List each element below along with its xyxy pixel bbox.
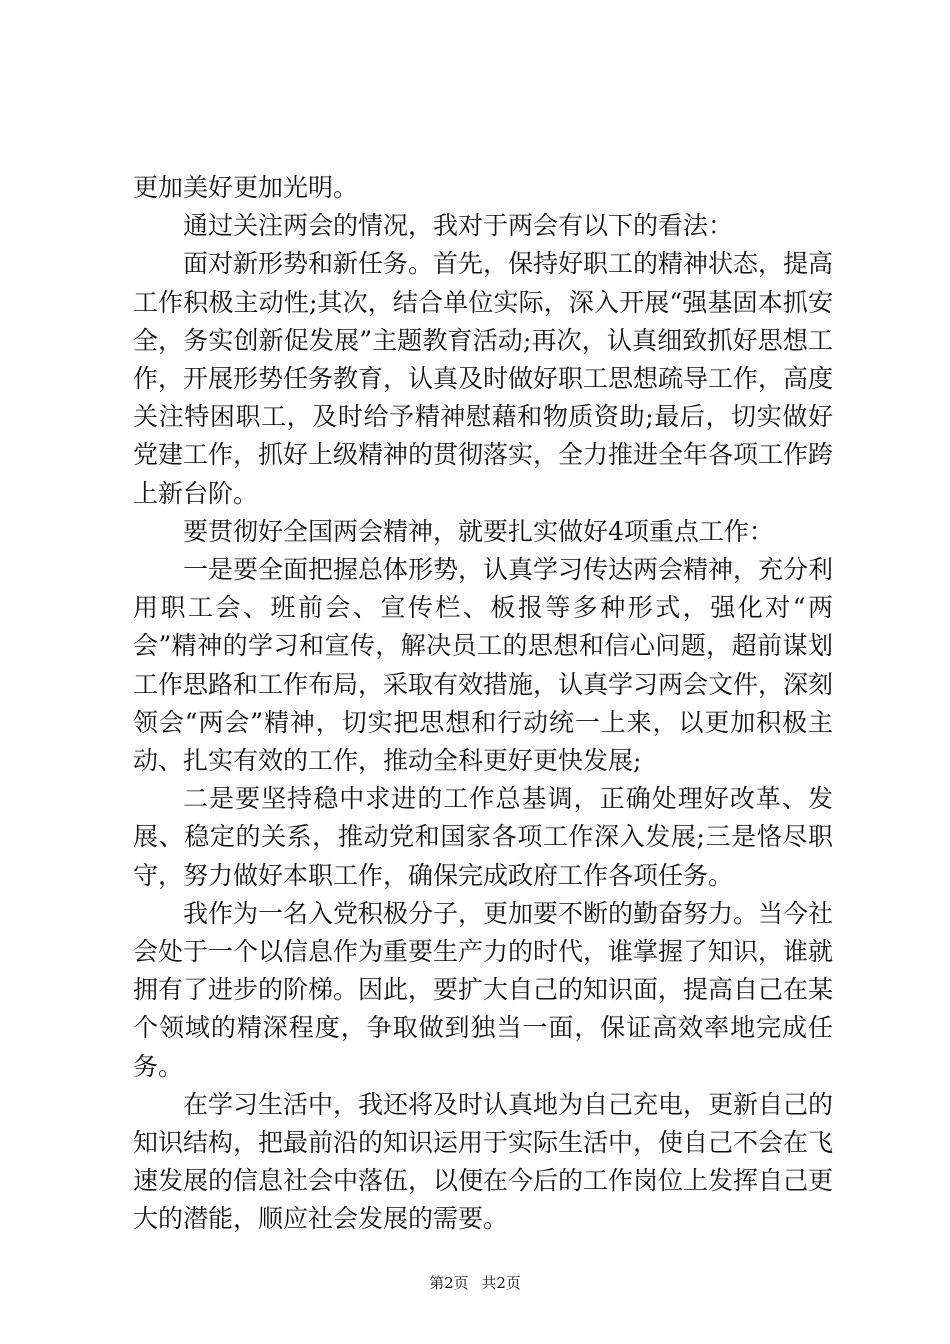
paragraph-5: 一是要全面把握总体形势，认真学习传达两会精神，充分利用职工会、班前会、宣传栏、板报等多种形式，强化对“两会”精神的学习和宣传，解决员工的思想和信心问题，超前谋划工作思路和工作布局，采取有效措施，认真学习两会文件，深刻领会“两会”精神，切实把思想和行动统一上来，以更加积极主动、扎实有效的工作，推动全科更好更快发展; xyxy=(133,555,834,776)
page-footer xyxy=(0,1272,950,1293)
paragraph-6: 二是要坚持稳中求进的工作总基调，正确处理好改革、发展、稳定的关系，推动党和国家各项工作深入发展;三是恪尽职守，努力做好本职工作，确保完成政府工作各项任务。 xyxy=(133,784,833,890)
page-number: 第2页 xyxy=(429,1274,469,1292)
paragraph-4: 要贯彻好全国两会精神，就要扎实做好4项重点工作： xyxy=(183,516,774,546)
page-total: 共2页 xyxy=(481,1274,521,1292)
paragraph-2: 通过关注两会的情况，我对于两会有以下的看法： xyxy=(183,211,734,241)
document-body xyxy=(133,169,833,1239)
paragraph-1: 更加美好更加光明。 xyxy=(133,173,359,202)
paragraph-8: 在学习生活中，我还将及时认真地为自己充电，更新自己的知识结构，把最前沿的知识运用于实际生活中，使自己不会在飞速发展的信息社会中落伍，以便在今后的工作岗位上发挥自己更大的潜能，顺应社会发展的需要。 xyxy=(133,1089,834,1234)
paragraph-7: 我作为一名入党积极分子，更加要不断的勤奋努力。当今社会处于一个以信息作为重要生产力的时代，谁掌握了知识，谁就拥有了进步的阶梯。因此，要扩大自己的知识面，提高自己在某个领域的精深程度，争取做到独当一面，保证高效率地完成任务。 xyxy=(133,898,834,1081)
paragraph-3: 面对新形势和新任务。首先，保持好职工的精神状态，提高工作积极主动性;其次，结合单位实际，深入开展“强基固本抓安全，务实创新促发展”主题教育活动;再次，认真细致抓好思想工作，开展形势任务教育，认真及时做好职工思想疏导工作，高度关注特困职工，及时给予精神慰藉和物质资助;最后，切实做好党建工作，抓好上级精神的贯彻落实，全力推进全年各项工作跨上新台阶。 xyxy=(133,249,834,508)
